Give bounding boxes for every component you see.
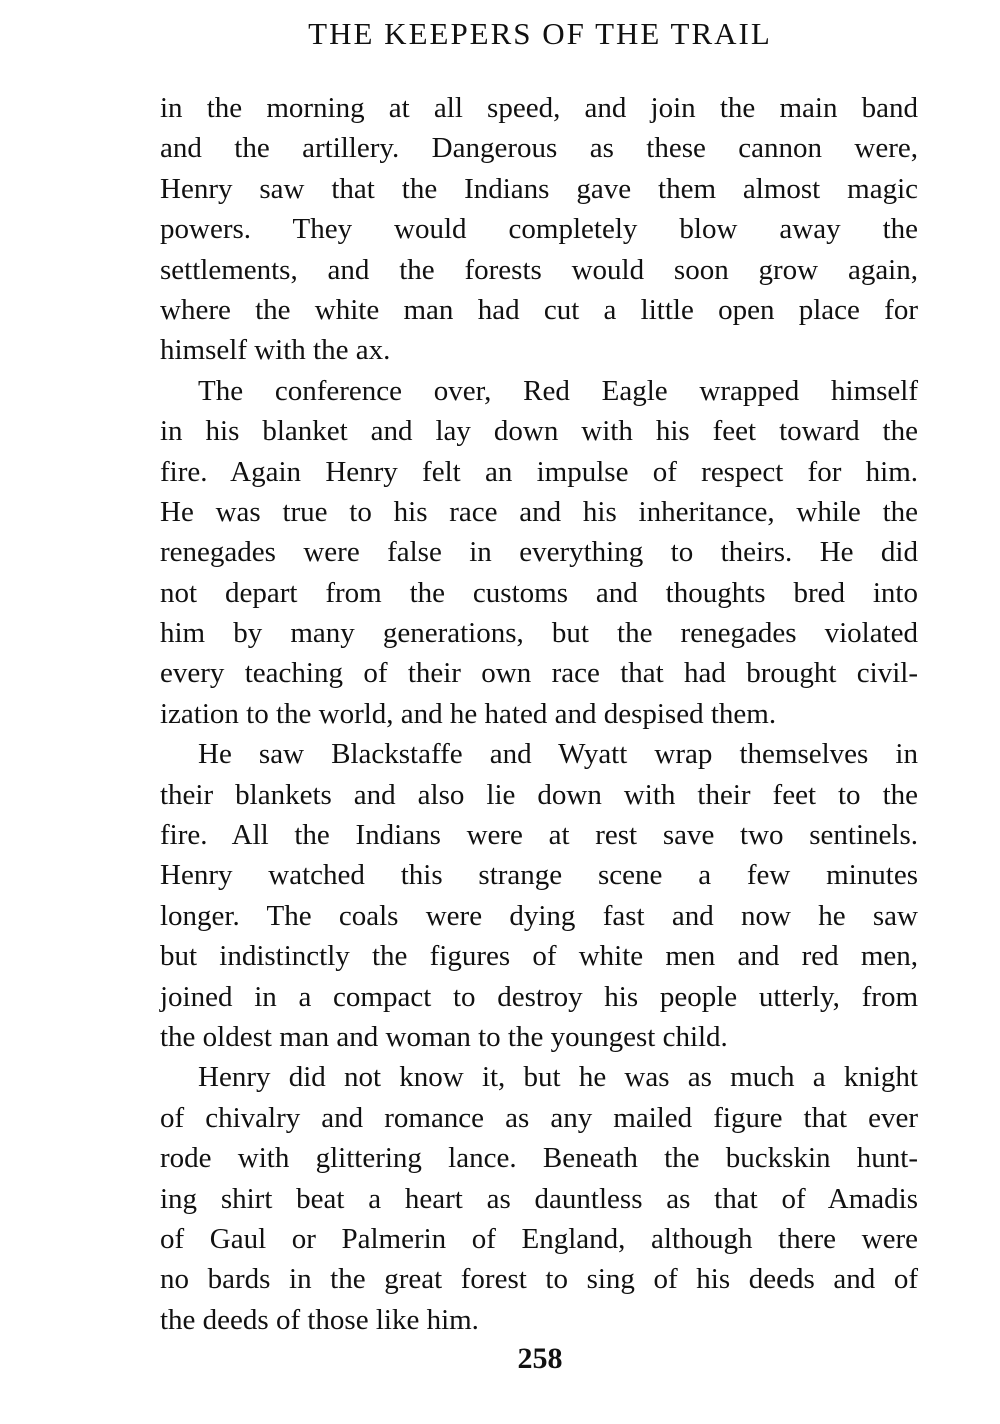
body-text — [160, 88, 918, 1340]
text-line: fire. All the Indians were at rest save two sentinels. — [160, 819, 918, 852]
text-line: himself with the ax. — [160, 334, 391, 367]
text-line: of chivalry and romance as any mailed figure that ever — [160, 1101, 918, 1134]
text-line: every teaching of their own race that had brought civil- — [160, 657, 918, 690]
text-line: powers. They would completely blow away the — [160, 213, 918, 246]
text-line: rode with glittering lance. Beneath the buckskin hunt- — [160, 1142, 918, 1175]
paragraph — [160, 88, 918, 371]
text-line: not depart from the customs and thoughts bred into — [160, 576, 918, 609]
text-line: Henry watched this strange scene a few minutes — [160, 859, 918, 892]
text-line: The conference over, Red Eagle wrapped himself — [198, 374, 918, 407]
paragraph — [160, 734, 918, 1057]
text-line: ization to the world, and he hated and despised them. — [160, 697, 777, 730]
text-line: fire. Again Henry felt an impulse of respect for him. — [160, 455, 918, 488]
text-line: in the morning at all speed, and join the main band — [160, 92, 918, 124]
text-line: their blankets and also lie down with their feet to the — [160, 778, 918, 811]
text-line: the oldest man and woman to the youngest child. — [160, 1020, 728, 1053]
text-line: Henry saw that the Indians gave them almost magic — [160, 172, 918, 205]
text-line: of Gaul or Palmerin of England, although there were — [160, 1222, 918, 1255]
text-line: in his blanket and lay down with his feet toward the — [160, 415, 918, 448]
text-line: where the white man had cut a little open place for — [160, 293, 918, 326]
text-line: ing shirt beat a heart as dauntless as that of Amadis — [160, 1182, 918, 1215]
paragraph — [160, 371, 918, 735]
text-line: him by many generations, but the renegades violated — [160, 617, 918, 650]
running-title: THE KEEPERS OF THE TRAIL — [308, 16, 772, 51]
text-line: and the artillery. Dangerous as these cannon were, — [160, 132, 918, 165]
text-line: longer. The coals were dying fast and now he saw — [160, 899, 918, 932]
paragraph — [160, 1057, 918, 1340]
text-line: He saw Blackstaffe and Wyatt wrap themselves in — [198, 738, 918, 771]
text-line: settlements, and the forests would soon grow again, — [160, 253, 918, 286]
page-number: 258 — [517, 1342, 563, 1375]
text-line: joined in a compact to destroy his people utterly, from — [160, 980, 918, 1013]
text-line: no bards in the great forest to sing of his deeds and of — [160, 1263, 918, 1296]
text-line: but indistinctly the figures of white men and red men, — [160, 940, 918, 973]
text-line: He was true to his race and his inheritance, while the — [160, 495, 918, 528]
text-line: renegades were false in everything to theirs. He did — [160, 536, 918, 569]
text-line: the deeds of those like him. — [160, 1303, 479, 1336]
text-line: Henry did not know it, but he was as much a knight — [198, 1061, 918, 1094]
